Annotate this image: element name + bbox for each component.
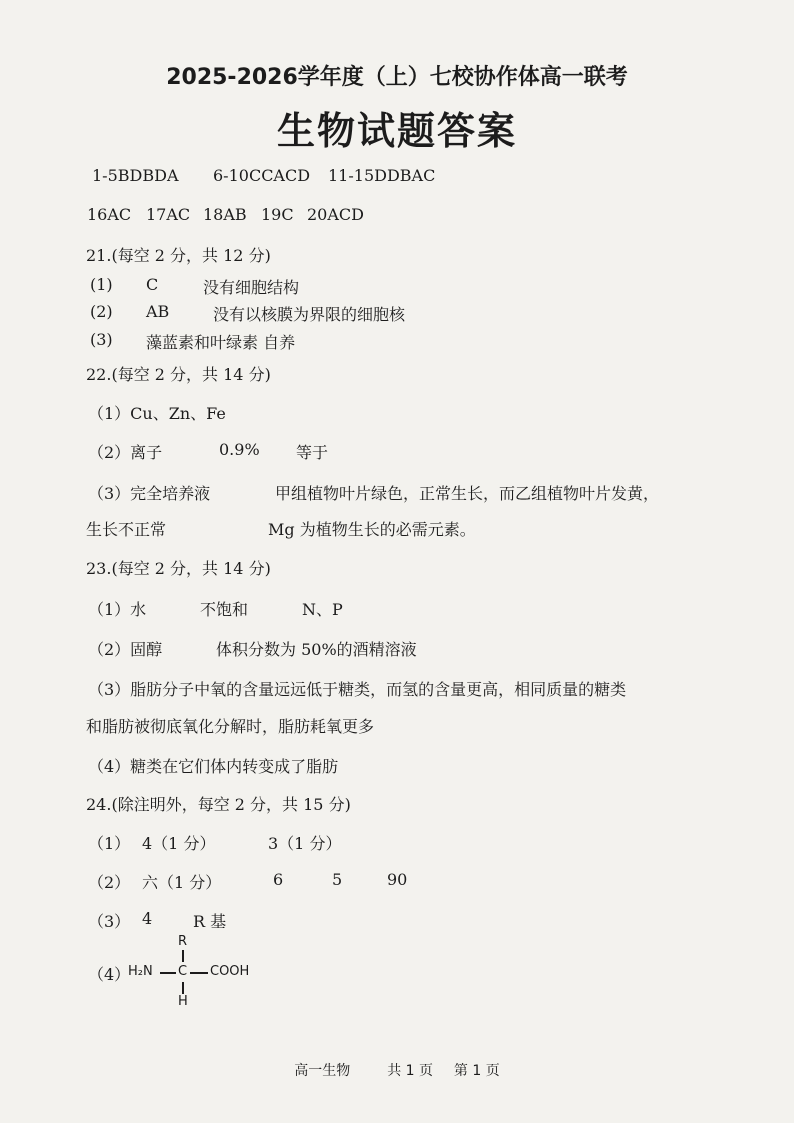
formula-hydrogen: H [178, 994, 188, 1009]
answer-value: 3（1 分） [268, 834, 342, 853]
answer-line: （3）脂肪分子中氧的含量远远低于糖类，而氢的含量更高，相同质量的糖类 [88, 680, 627, 699]
choice-answer: 6-10CCACD [213, 166, 311, 185]
choice-answer: 11-15DDBAC [328, 166, 436, 185]
answer-value: 藻蓝素和叶绿素 自养 [146, 333, 296, 352]
answer-num: （4） [88, 965, 131, 984]
question-heading: 22.(每空 2 分，共 14 分) [86, 365, 271, 384]
answer-value: 等于 [296, 443, 329, 462]
formula-carbon: C [178, 964, 188, 979]
answer-line: （1）Cu、Zn、Fe [88, 404, 226, 423]
answer-value: 甲组植物叶片绿色，正常生长，而乙组植物叶片发黄， [275, 484, 660, 503]
exam-title: 2025-2026学年度（上）七校协作体高一联考 [166, 65, 628, 90]
answer-line: （4）糖类在它们体内转变成了脂肪 [88, 757, 339, 776]
formula-bond [160, 972, 176, 974]
question-heading: 23.(每空 2 分，共 14 分) [86, 559, 271, 578]
formula-carboxyl-group: COOH [210, 964, 250, 979]
choice-answer: 16AC [87, 205, 132, 224]
answer-num: (1) [90, 275, 113, 294]
formula-amino-group: H₂N [128, 964, 153, 979]
answer-num: （2）固醇 [88, 640, 163, 659]
question-heading: 24.(除注明外，每空 2 分，共 15 分) [86, 795, 351, 814]
choice-answer: 1-5BDBDA [92, 166, 179, 185]
answer-value: 不饱和 [200, 600, 249, 619]
footer-page: 第 1 页 [453, 1063, 500, 1079]
answer-value: N、P [302, 600, 343, 619]
subject-title: 生物试题答案 [276, 109, 517, 153]
answer-value: 0.9% [219, 440, 260, 459]
amino-acid-formula [126, 930, 266, 1012]
answer-value: 生长不正常 [86, 520, 167, 539]
formula-bond [190, 972, 208, 974]
answer-num: （2）离子 [88, 443, 163, 462]
answer-value: 90 [387, 870, 408, 889]
answer-value: 4 [142, 909, 153, 928]
footer-total: 共 1 页 [387, 1063, 433, 1079]
answer-value: 6 [273, 870, 284, 889]
footer-subject: 高一生物 [294, 1063, 351, 1079]
answer-line: 和脂肪被彻底氧化分解时，脂肪耗氧更多 [86, 717, 375, 736]
page-footer [0, 1060, 794, 1080]
question-heading: 21.(每空 2 分，共 12 分) [86, 246, 271, 265]
answer-num: (2) [90, 302, 113, 321]
answer-value: 体积分数为 50%的酒精溶液 [216, 640, 417, 659]
answer-value: 没有以核膜为界限的细胞核 [213, 305, 406, 324]
answer-value: 没有细胞结构 [203, 278, 300, 297]
answer-value: Mg 为植物生长的必需元素。 [268, 520, 476, 539]
answer-value: R 基 [193, 912, 227, 931]
answer-value: 5 [332, 870, 343, 889]
choice-answer: 20ACD [307, 205, 364, 224]
answer-value: 六（1 分） [142, 873, 222, 892]
formula-r-group: R [178, 934, 188, 949]
answer-num: （2） [88, 873, 131, 892]
choice-answer: 18AB [203, 205, 247, 224]
formula-bond [182, 982, 184, 994]
answer-num: （3）完全培养液 [88, 484, 211, 503]
answer-num: （1） [88, 834, 131, 853]
answer-num: （1）水 [88, 600, 147, 619]
answer-value: C [146, 275, 159, 294]
choice-answer: 19C [261, 205, 294, 224]
formula-bond [182, 950, 184, 962]
answer-value: 4（1 分） [142, 834, 216, 853]
answer-num: （3） [88, 912, 131, 931]
choice-answer: 17AC [146, 205, 191, 224]
answer-num: (3) [90, 330, 113, 349]
answer-value: AB [146, 302, 170, 321]
